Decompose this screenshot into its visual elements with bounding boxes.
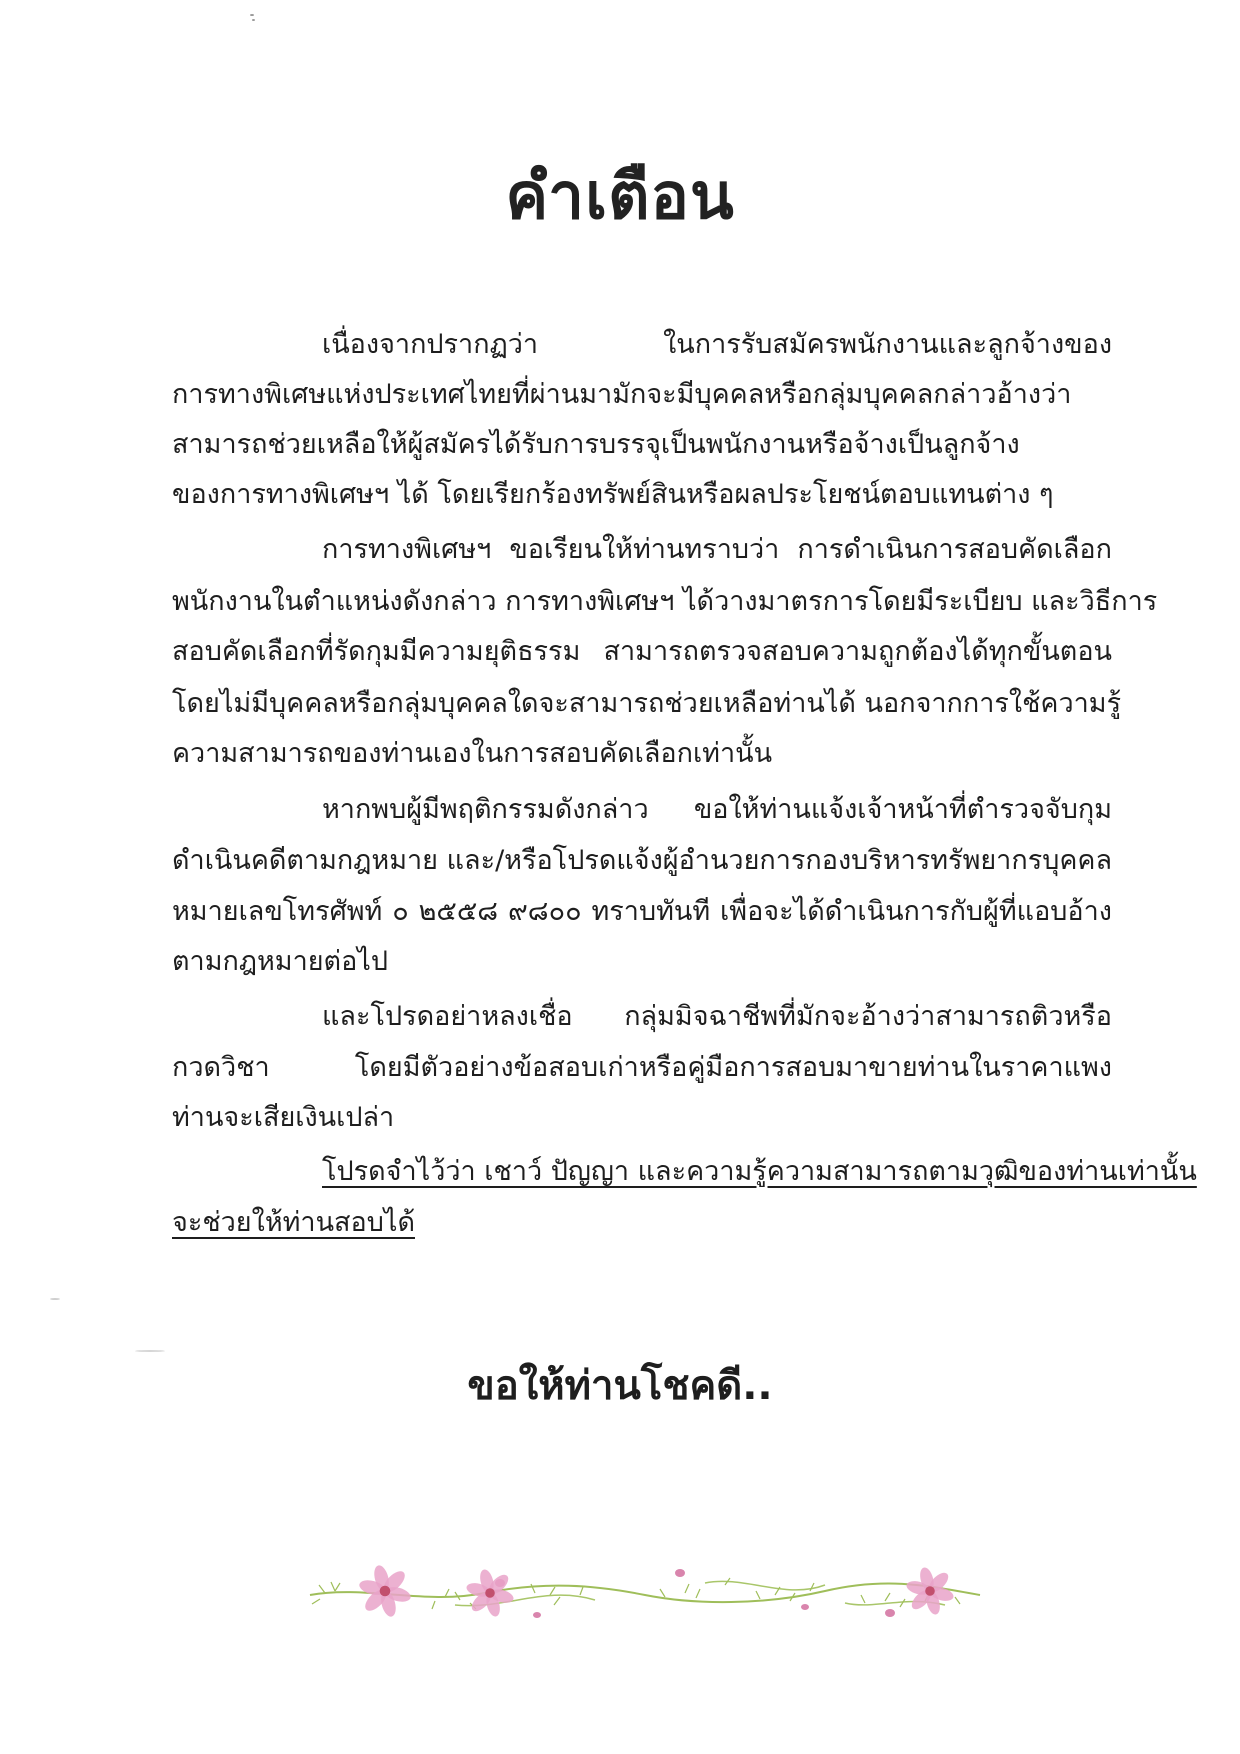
flower-icon [905, 1566, 955, 1616]
flower-icon [465, 1568, 515, 1618]
underlined-text: โปรดจำไว้ว่า เชาว์ ปัญญา และความรู้ความสามารถตามวุฒิของท่านเท่านั้น [322, 1156, 1197, 1187]
paragraph-line: ดำเนินคดีตามกฎหมาย และ/หรือโปรดแจ้งผู้อำนวยการกองบริหารทรัพยากรบุคคล [172, 845, 1112, 876]
underlined-line [322, 1152, 1197, 1192]
closing-text: ขอให้ท่านโชคดี.. [467, 1363, 773, 1409]
paragraph-line: ความสามารถของท่านเองในการสอบคัดเลือกเท่านั้น [172, 738, 773, 769]
paragraph-line: ท่านจะเสียเงินเปล่า [172, 1102, 395, 1133]
paragraph-line: เนื่องจากปรากฏว่า ในการรับสมัครพนักงานและลูกจ้างของ [322, 329, 1112, 360]
paragraph-line: ของการทางพิเศษฯ ได้ โดยเรียกร้องทรัพย์สินหรือผลประโยชน์ตอบแทนต่าง ๆ [172, 479, 1054, 510]
paragraph-line: กวดวิชา โดยมีตัวอย่างข้อสอบเก่าหรือคู่มือการสอบมาขายท่านในราคาแพง [172, 1052, 1112, 1083]
paragraph-line: โดยไม่มีบุคคลหรือกลุ่มบุคคลใดจะสามารถช่วยเหลือท่านได้ นอกจากการใช้ความรู้ [172, 688, 1122, 719]
flower-vine-decoration [305, 1555, 985, 1625]
scan-speck [250, 14, 254, 16]
underlined-line [172, 1203, 1112, 1243]
paragraph-line: การทางพิเศษฯ ขอเรียนให้ท่านทราบว่า การดำเนินการสอบคัดเลือก [322, 534, 1112, 565]
paragraph-line: การทางพิเศษแห่งประเทศไทยที่ผ่านมามักจะมีบุคคลหรือกลุ่มบุคคลกล่าวอ้างว่า [172, 379, 1072, 410]
flower-icon [358, 1564, 413, 1619]
scan-speck [135, 1350, 165, 1352]
paragraph-line: พนักงานในตำแหน่งดังกล่าว การทางพิเศษฯ ได้วางมาตรการโดยมีระเบียบ และวิธีการ [172, 586, 1158, 617]
scan-speck [252, 19, 255, 21]
paragraph-line: สอบคัดเลือกที่รัดกุมมีความยุติธรรม สามารถตรวจสอบความถูกต้องได้ทุกขั้นตอน [172, 636, 1112, 667]
underlined-text: จะช่วยให้ท่านสอบได้ [172, 1207, 415, 1238]
page-title: คำเตือน [505, 160, 735, 234]
scan-speck [50, 1298, 60, 1300]
paragraph-line: สามารถช่วยเหลือให้ผู้สมัครได้รับการบรรจุเป็นพนักงานหรือจ้างเป็นลูกจ้าง [172, 429, 1020, 460]
paragraph-line: และโปรดอย่าหลงเชื่อ กลุ่มมิจฉาชีพที่มักจะอ้างว่าสามารถติวหรือ [322, 1001, 1112, 1032]
paragraph-line: หากพบผู้มีพฤติกรรมดังกล่าว ขอให้ท่านแจ้งเจ้าหน้าที่ตำรวจจับกุม [322, 794, 1112, 825]
paragraph-line: หมายเลขโทรศัพท์ ๐ ๒๕๕๘ ๙๘๐๐ ทราบทันที เพื่อจะได้ดำเนินการกับผู้ที่แอบอ้าง [172, 896, 1112, 927]
paragraph-line: ตามกฎหมายต่อไป [172, 946, 389, 977]
